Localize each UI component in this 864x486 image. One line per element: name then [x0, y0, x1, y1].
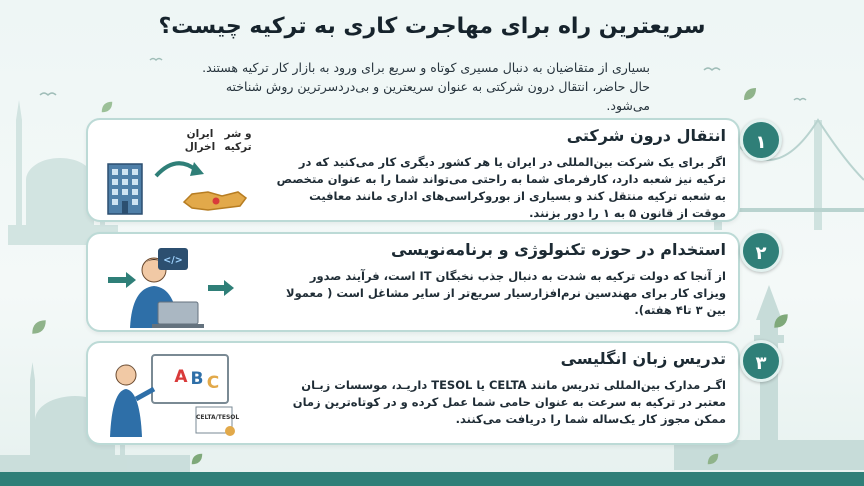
card-text: اگر برای یک شرکت بین‌المللی در ایران یا هر کشور دیگری کار می‌کنید که در ترکیه نیز شعبه دارد، کارفرمای شما به راحتی می‌تواند شما را به عنوان متخصص به شعبه ترکیه منتقل کند و بسیاری از بوروکراسی‌های اداری مانند معافیت موقت از قانون ۵ به ۱ را دور بزنند.	[276, 155, 726, 220]
card-intra-company-transfer	[86, 118, 740, 222]
board-letter: A	[174, 367, 188, 387]
card-title: انتقال درون شرکتی	[566, 126, 726, 145]
bottom-accent-bar	[0, 472, 864, 486]
card-tech-programming	[86, 232, 740, 332]
illustration-office-to-turkey	[96, 126, 266, 216]
step-number-badge: ۱	[740, 119, 782, 161]
laptop-icon	[152, 302, 204, 328]
leaf-icon	[772, 312, 790, 330]
certificate-label: CELTA/TESOL	[196, 414, 240, 421]
leaf-icon	[30, 318, 48, 336]
label-iran: ایران اخرال	[184, 128, 216, 153]
intro-line: بسیاری از متقاضیان به دنبال مسیری کوتاه و سریع برای ورود به بازار کار ترکیه هستند.	[202, 60, 650, 75]
teacher-icon	[110, 365, 154, 437]
card-title: تدریس زبان انگلیسی	[560, 349, 726, 368]
step-number-badge: ۲	[740, 230, 782, 272]
leaf-icon	[100, 100, 114, 114]
card-text: از آنجا که دولت ترکیه به شدت به دنبال جذب نخبگان IT است، فرآیند صدور ویزای کار برای مهندسین نرم‌افزارسیار سریع‌تر از سایر مشاغل است ( معمولا بین ۳ تا۴ هفته).	[286, 269, 726, 317]
code-symbol: </>	[163, 255, 183, 266]
leaf-icon	[706, 452, 720, 466]
board-letter: B	[190, 369, 204, 389]
board-letter: C	[206, 373, 220, 393]
card-english-teaching	[86, 341, 740, 445]
turkey-map-icon	[184, 192, 246, 210]
arrow-icon	[156, 163, 196, 176]
step-number-badge: ۳	[740, 340, 782, 382]
teacher-illustration	[96, 349, 266, 439]
leaf-icon	[742, 86, 758, 102]
page-title: سریعترین راه برای مهاجرت کاری به ترکیه چیست؟	[158, 14, 706, 39]
card-text: اگـر مدارک بین‌المللی تدریس مانند CELTA یا TESOL داریـد، موسسات زبـان معتبر در ترکیه به سرعت به عنوان حامی شما عمل کرده و در کوتاه‌ترین زمان ممکن مجوز کار یک‌ساله شما را دریافت می‌کنند.	[292, 378, 726, 426]
office-building-icon	[108, 164, 142, 214]
label-turkey: و شر ترکیه	[224, 128, 252, 153]
leaf-icon	[190, 452, 204, 466]
illustration-teacher	[96, 349, 266, 439]
intro-text	[190, 58, 650, 115]
intro-line: حال حاضر، انتقال درون شرکتی به عنوان سریعترین و بی‌دردسرترین روش شناخته می‌شود.	[225, 79, 650, 113]
card-title: استخدام در حوزه تکنولوژی و برنامه‌نویسی	[390, 240, 726, 259]
illustration-developer	[96, 240, 266, 330]
